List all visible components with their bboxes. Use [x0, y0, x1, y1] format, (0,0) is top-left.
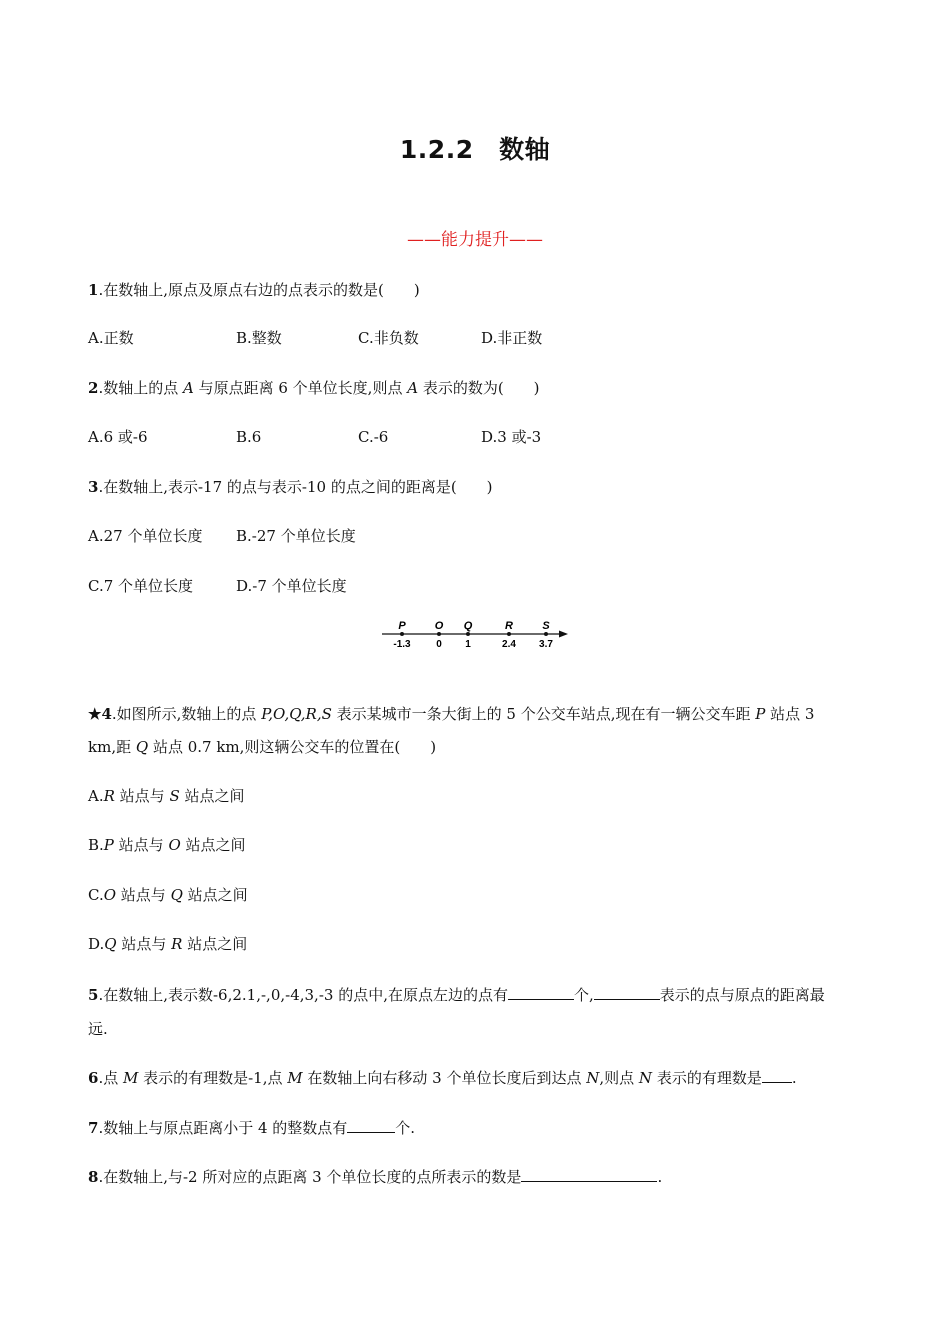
- question-text: ,则点: [599, 1069, 639, 1087]
- question-text: 与原点距离 6 个单位长度,则点: [193, 379, 408, 397]
- q2-option-b: B.6: [236, 428, 262, 446]
- option-text: 站点与: [114, 787, 170, 805]
- point-name: Q: [463, 620, 473, 632]
- question-text: 表示的有理数是: [652, 1069, 762, 1087]
- question-number: 7: [88, 1119, 99, 1137]
- question-text: .: [791, 1069, 797, 1087]
- point-name: O: [434, 620, 444, 632]
- point-label: O: [103, 886, 117, 904]
- point-Q: [464, 620, 473, 650]
- question-number: 3: [88, 478, 99, 496]
- q3-option-b: B.-27 个单位长度: [236, 527, 356, 545]
- option-text: 站点之间: [180, 836, 246, 854]
- point-label: P: [103, 836, 114, 854]
- q2-option-d: D.3 或-3: [481, 428, 542, 446]
- question-6: [88, 1068, 797, 1088]
- point-label: M: [122, 1069, 139, 1087]
- axis-arrow-icon: [559, 631, 568, 638]
- point-value: 0: [436, 639, 442, 650]
- q4-option-a: [88, 786, 245, 806]
- option-text: 站点之间: [182, 886, 248, 904]
- point-P: [393, 620, 411, 650]
- point-label: R: [103, 787, 115, 805]
- question-text: 站点 3: [765, 705, 815, 723]
- number-line-figure: [378, 614, 578, 654]
- point-label: N: [586, 1069, 600, 1087]
- question-number: 1: [88, 281, 99, 299]
- question-8: [88, 1167, 662, 1187]
- question-text: 个.: [395, 1119, 416, 1137]
- option-text: 站点之间: [182, 935, 248, 953]
- point-label: M: [287, 1069, 303, 1087]
- point-O: [435, 620, 444, 650]
- question-3: [88, 477, 493, 497]
- point-label: O: [168, 836, 181, 854]
- question-text: .在数轴上,与-2 所对应的点距离 3 个单位长度的点所表示的数是: [98, 1168, 522, 1186]
- option-letter: D.: [88, 935, 105, 953]
- option-text: 站点与: [116, 886, 171, 904]
- page-title: 1.2.2 数轴: [399, 135, 551, 164]
- question-number: ★4: [88, 705, 112, 723]
- option-text: 站点之间: [179, 787, 245, 805]
- question-text: .: [657, 1168, 663, 1186]
- point-value: 1: [465, 639, 471, 650]
- question-text: .数轴上的点: [98, 379, 183, 397]
- question-text: 表示的有理数是-1,点: [138, 1069, 288, 1087]
- point-name: P: [398, 620, 406, 632]
- point-label: S: [169, 787, 180, 805]
- answer-blank[interactable]: [347, 1118, 395, 1133]
- q2-option-a: A.6 或-6: [88, 428, 148, 446]
- answer-blank[interactable]: [594, 985, 660, 1000]
- point-label: Q: [135, 738, 149, 756]
- point-value: -1.3: [393, 639, 411, 650]
- point-value: 2.4: [502, 639, 516, 650]
- q1-option-b: B.整数: [236, 329, 282, 347]
- q1-option-a: A.正数: [88, 329, 134, 347]
- question-4: [88, 704, 814, 724]
- question-5-line-2: 远.: [88, 1020, 108, 1038]
- q3-option-c: C.7 个单位长度: [88, 577, 194, 595]
- question-number: 2: [88, 379, 99, 397]
- question-number: 6: [88, 1069, 99, 1087]
- question-4-line-2: [88, 737, 436, 757]
- q3-option-d: D.-7 个单位长度: [236, 577, 347, 595]
- question-text: .如图所示,数轴上的点: [111, 705, 262, 723]
- point-name: R: [505, 620, 513, 632]
- answer-blank[interactable]: [508, 985, 574, 1000]
- question-text: 表示的数为( ): [418, 379, 540, 397]
- point-label: A: [407, 379, 419, 397]
- q3-option-a: A.27 个单位长度: [88, 527, 203, 545]
- question-text: .在数轴上,原点及原点右边的点表示的数是( ): [98, 281, 420, 299]
- option-letter: B.: [88, 836, 104, 854]
- question-1: [88, 280, 420, 300]
- question-5: [88, 985, 825, 1005]
- question-7: [88, 1118, 415, 1138]
- point-name: S: [542, 620, 550, 632]
- q4-option-b: [88, 835, 246, 855]
- question-text: .在数轴上,表示-17 的点与表示-10 的点之间的距离是( ): [98, 478, 493, 496]
- point-label: R: [171, 935, 183, 953]
- point-value: 3.7: [539, 639, 553, 650]
- question-text: 在数轴上向右移动 3 个单位长度后到达点: [302, 1069, 587, 1087]
- point-S: [539, 620, 553, 650]
- option-letter: A.: [88, 787, 104, 805]
- point-R: [502, 620, 516, 650]
- option-letter: C.: [88, 886, 104, 904]
- point-label: A: [182, 379, 194, 397]
- point-labels: P,O,Q,R,S: [261, 705, 332, 723]
- option-text: 站点与: [113, 836, 169, 854]
- question-number: 8: [88, 1168, 99, 1186]
- q2-option-c: C.-6: [358, 428, 389, 446]
- question-text: 个,: [573, 986, 594, 1004]
- question-text: 表示某城市一条大街上的 5 个公交车站点,现在有一辆公交车距: [331, 705, 756, 723]
- question-text: .数轴上与原点距离小于 4 的整数点有: [98, 1119, 348, 1137]
- q4-option-d: [88, 934, 247, 954]
- question-text: km,距: [88, 738, 136, 756]
- question-text: .点: [98, 1069, 123, 1087]
- point-label: Q: [170, 886, 183, 904]
- point-label: Q: [104, 935, 117, 953]
- question-number: 5: [88, 986, 99, 1004]
- question-text: 表示的点与原点的距离最: [659, 986, 825, 1004]
- point-label: N: [638, 1069, 653, 1087]
- answer-blank[interactable]: [762, 1068, 792, 1083]
- question-text: .在数轴上,表示数-6,2.1,-,0,-4,3,-3 的点中,在原点左边的点有: [98, 986, 508, 1004]
- question-text: 站点 0.7 km,则这辆公交车的位置在( ): [148, 738, 437, 756]
- q1-option-d: D.非正数: [481, 329, 543, 347]
- q4-option-c: [88, 885, 248, 905]
- question-2: [88, 378, 540, 398]
- answer-blank[interactable]: [521, 1167, 657, 1182]
- q1-option-c: C.非负数: [358, 329, 419, 347]
- section-heading: ——能力提升——: [407, 230, 543, 250]
- point-label: P: [755, 705, 766, 723]
- option-text: 站点与: [116, 935, 172, 953]
